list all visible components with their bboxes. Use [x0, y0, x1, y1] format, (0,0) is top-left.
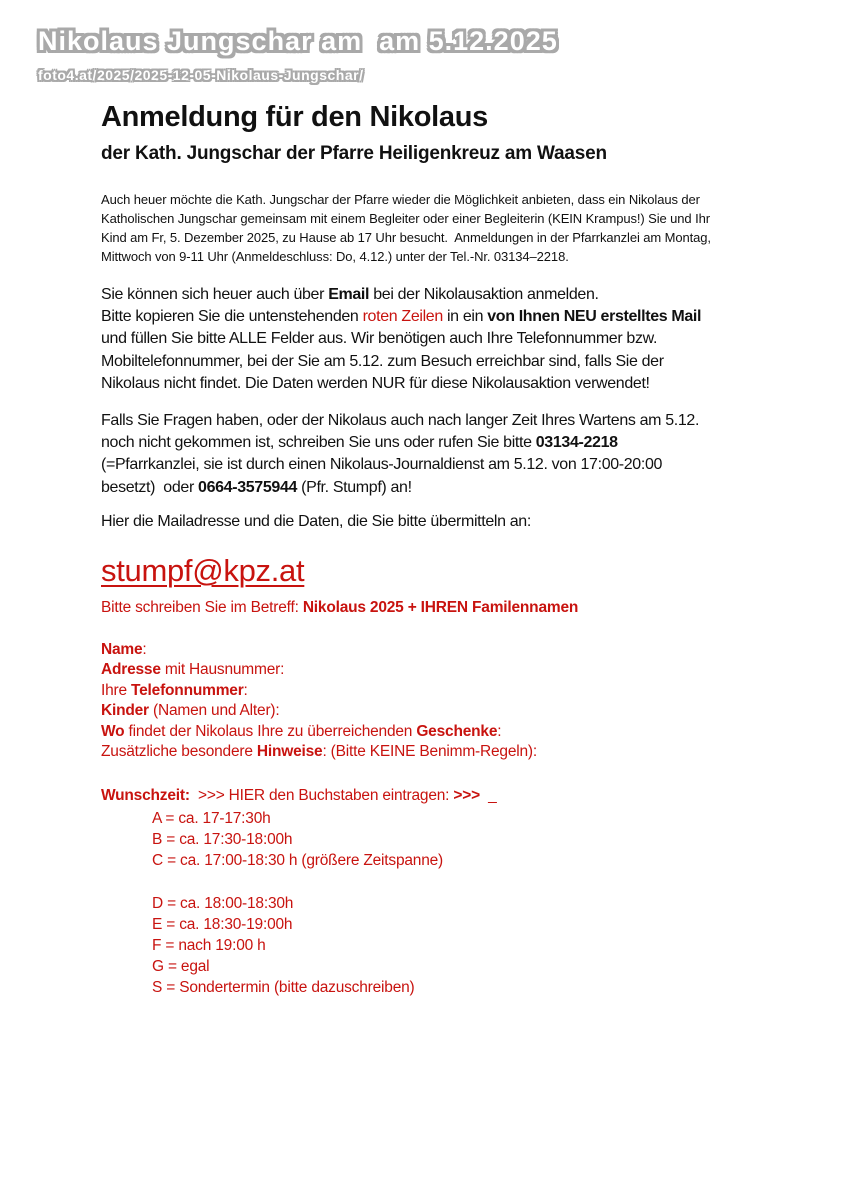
wunschzeit-options-late	[101, 893, 791, 998]
wunschzeit-options-early	[101, 808, 791, 871]
email-link[interactable]: stumpf@kpz.at	[101, 552, 305, 588]
watermark-title: Nikolaus Jungschar am am 5.12.2025	[38, 26, 558, 56]
subject-instruction: Bitte schreiben Sie im Betreff: Nikolaus 2025 + IHREN Familennamen	[101, 598, 579, 616]
paragraph-transmit-prompt: Hier die Mailadresse und die Daten, die Sie bitte übermitteln an:	[101, 513, 531, 531]
time-option-f: F = nach 19:00 h	[152, 936, 266, 954]
form-field-kinder: Kinder (Namen und Alter):	[101, 702, 280, 720]
form-field-adresse: Adresse mit Hausnummer:	[101, 661, 285, 679]
time-option-c: C = ca. 17:00-18:30 h (größere Zeitspanne)	[152, 851, 444, 869]
time-option-d: D = ca. 18:00-18:30h	[152, 894, 294, 912]
form-field-geschenke: Wo findet der Nikolaus Ihre zu überreichenden Geschenke:	[101, 722, 502, 740]
wunschzeit-label: Wunschzeit: >>> HIER den Buchstaben eintragen: >>> _	[101, 786, 497, 804]
page-title: Anmeldung für den Nikolaus	[101, 101, 488, 133]
time-option-e: E = ca. 18:30-19:00h	[152, 915, 293, 933]
form-field-name: Name:	[101, 640, 147, 658]
time-option-s: S = Sondertermin (bitte dazuschreiben)	[152, 978, 415, 996]
form-field-list	[101, 640, 791, 763]
paragraph-email-info: Sie können sich heuer auch über Email bei der Nikolausaktion anmelden. Bitte kopieren Sie die untenstehenden roten Zeilen in ein von Ihnen NEU erstelltes Mail und füllen Sie bitte ALLE Felder aus. Wir benötigen auch Ihre Telefonnummer bzw. Mobiltelefonnummer, bei der Sie am 5.12. zum Besuch erreichbar sind, falls Sie der Nikolaus nicht findet. Die Daten werden NUR für diese Nikolausaktion verwendet!	[101, 285, 702, 393]
form-field-telefonnummer: Ihre Telefonnummer:	[101, 681, 248, 699]
time-option-g: G = egal	[152, 957, 210, 975]
page-subtitle: der Kath. Jungschar der Pfarre Heiligenkreuz am Waasen	[101, 142, 607, 164]
form-field-hinweise: Zusätzliche besondere Hinweise: (Bitte KEINE Benimm-Regeln):	[101, 743, 537, 761]
watermark-url: foto4.at/2025/2025-12-05-Nikolaus-Jungschar/	[38, 67, 364, 83]
paragraph-contact: Falls Sie Fragen haben, oder der Nikolaus auch nach langer Zeit Ihres Wartens am 5.12. noch nicht gekommen ist, schreiben Sie uns oder rufen Sie bitte 03134-2218 (=Pfarrkanzlei, sie ist durch einen Nikolaus-Journaldienst am 5.12. von 17:00-20:00 besetzt) oder 0664-3575944 (Pfr. Stumpf) an!	[101, 411, 700, 496]
time-option-b: B = ca. 17:30-18:00h	[152, 830, 293, 848]
time-option-a: A = ca. 17-17:30h	[152, 809, 271, 827]
document-body	[101, 100, 791, 998]
watermark-overlay	[38, 26, 558, 83]
options-gap	[101, 871, 791, 891]
paragraph-intro: Auch heuer möchte die Kath. Jungschar der Pfarre wieder die Möglichkeit anbieten, dass ein Nikolaus der Katholischen Jungschar gemeinsam mit einem Begleiter oder einer Begleiterin (KEIN Krampus!) Sie und Ihr Kind am Fr, 5. Dezember 2025, zu Hause ab 17 Uhr besucht. Anmeldungen in der Pfarrkanzlei am Montag, Mittwoch von 9-11 Uhr (Anmeldeschluss: Do, 4.12.) unter der Tel.-Nr. 03134–2218.	[101, 191, 711, 264]
